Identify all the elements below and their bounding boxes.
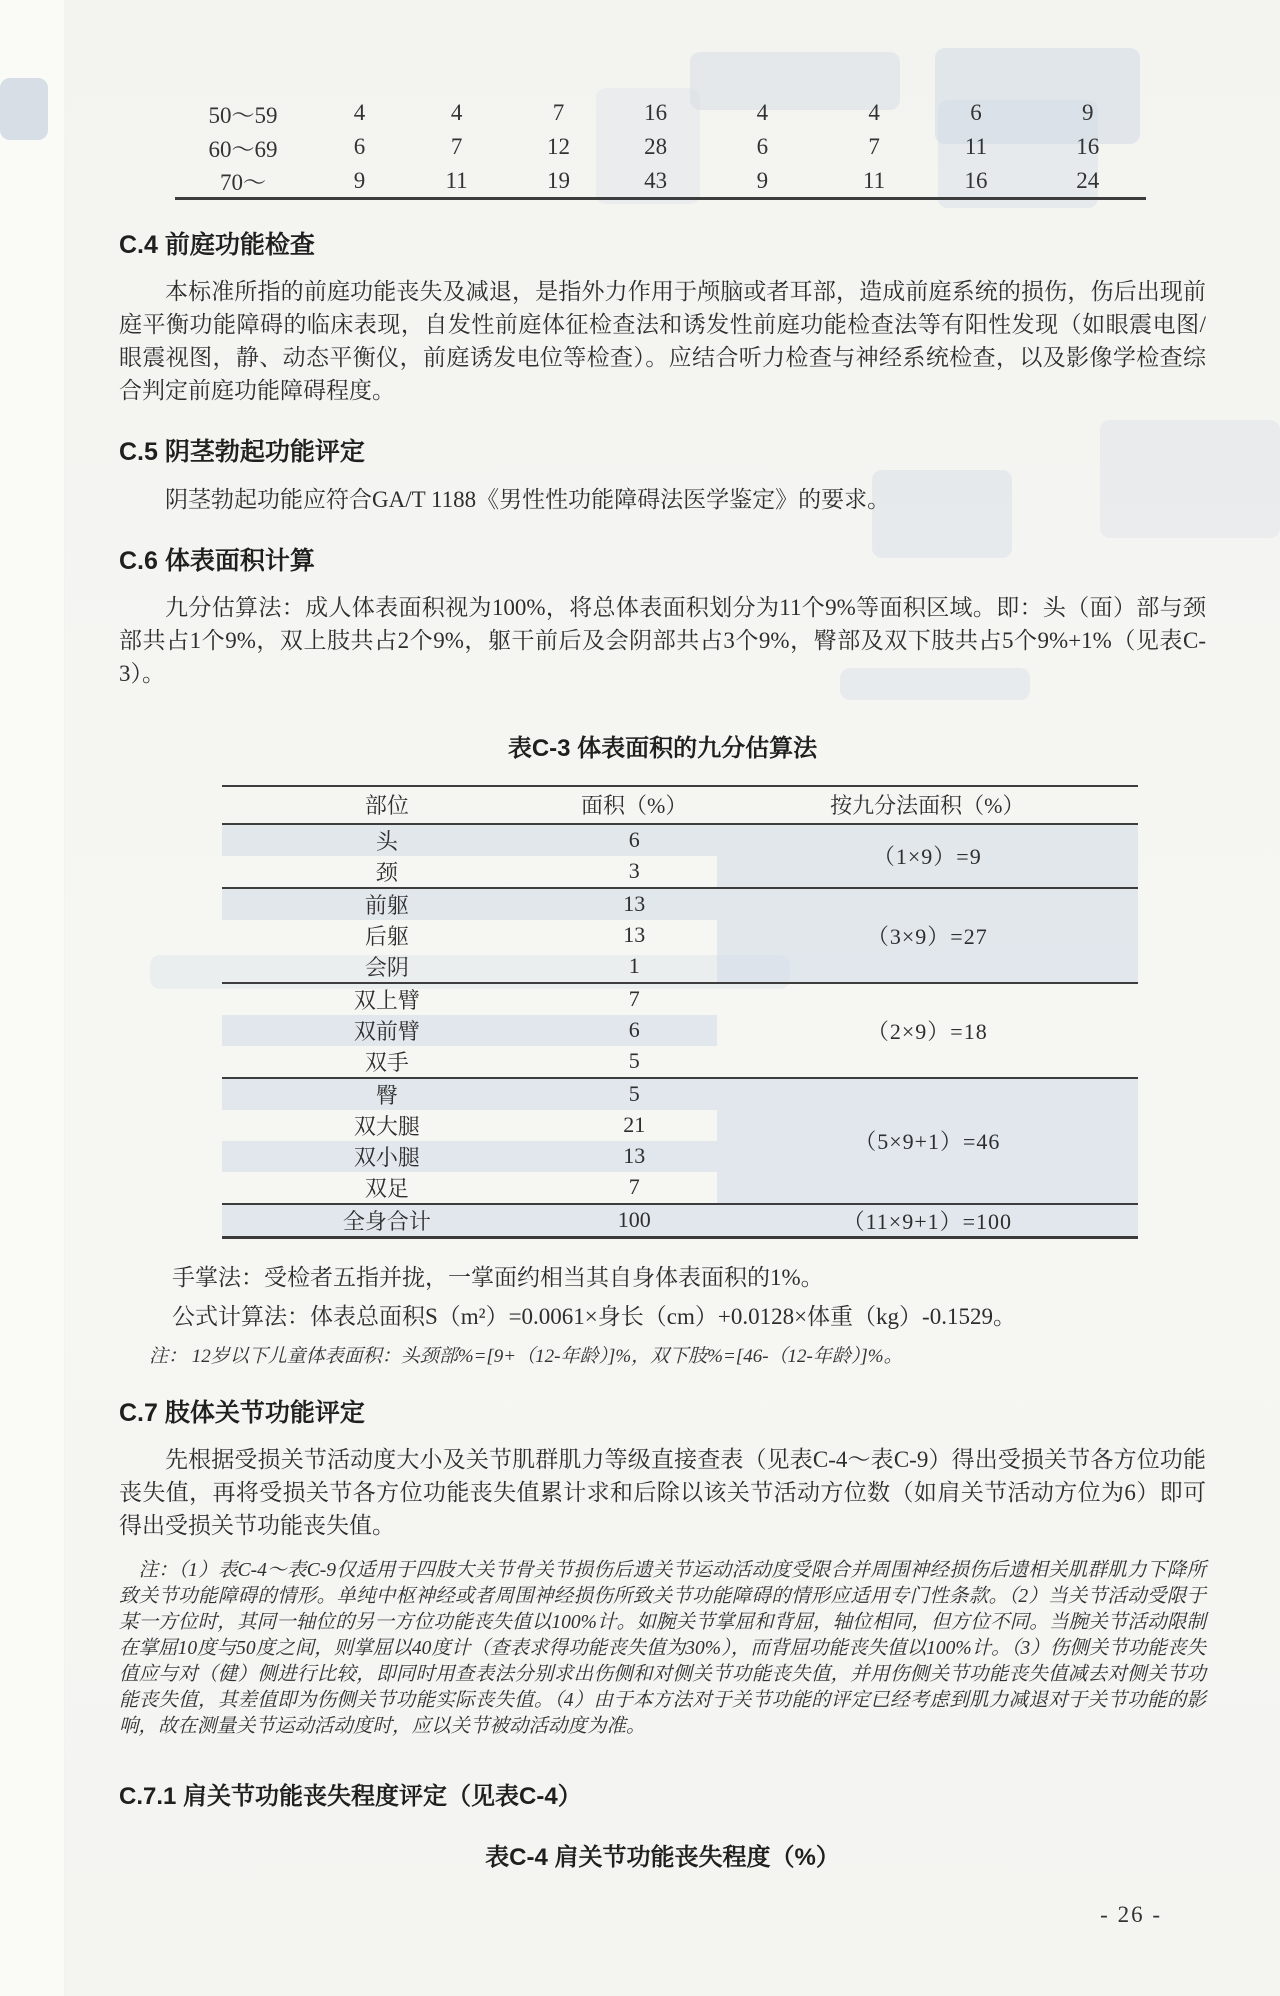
table-row: 双上臂 7 （2×9）=18 xyxy=(222,983,1138,1015)
table-row: 双大腿 21 xyxy=(353,1112,646,1139)
group-formula: （3×9）=27 xyxy=(717,888,1138,983)
group-formula: （1×9）=9 xyxy=(872,844,982,870)
col-header-rule-of-nines: 按九分法面积（%） xyxy=(717,786,1138,824)
table-row: 70～ 9 11 19 43 9 11 16 24 xyxy=(175,164,1146,199)
table-row: 双足 7 xyxy=(364,1174,640,1201)
table-row: 后躯 13 xyxy=(364,922,646,949)
section-c71-heading: C.7.1 肩关节功能丧失程度评定（见表C-4） xyxy=(119,1783,582,1810)
group-formula: （11×9+1）=100 xyxy=(717,1204,1138,1238)
table-row: 双前臂 6 xyxy=(222,1015,1138,1046)
col-header-part: 部位 xyxy=(222,786,552,824)
age-range: 60～69 xyxy=(208,136,278,162)
age-table-fragment xyxy=(175,96,1146,200)
section-c7-heading: C.7 肢体关节功能评定 xyxy=(119,1398,365,1427)
section-c7-notes: 注：（1）表C-4～表C-9仅适用于四肢大关节骨关节损伤后遗关节运动活动度受限合并周围神经损伤后遗相关肌群肌力下降所致关节功能障碍的情形。单纯中枢神经或者周围神经损伤所致关节功能障碍的情形应适用专门性条款。（2）当关节活动受限于某一方位时，其同一轴位的另一方位功能丧失值以100%计。如腕关节掌屈和背屈，轴位相同，但方位不同。当腕关节活动限制在掌屈10度与50度之间，则掌屈以40度计（查表求得功能丧失值为30%），而背屈功能丧失值以100%计。（3）伤侧关节功能丧失值应与对（健）侧进行比较，即同时用查表法分别求出伤侧和对侧关节功能丧失值，并用伤侧关节功能丧失值减去对侧关节功能丧失值，其差值即为伤侧关节功能实际丧失值。（4）由于本方法对于关节功能的评定已经考虑到肌力减退对于关节功能的影响，故在测量关节运动活动度时，应以关节被动活动度为准。 xyxy=(119,1560,1206,1737)
table-row: 头 6 （1×9）=9 xyxy=(222,824,1138,856)
table-row: 50～59 4 4 7 16 4 4 6 9 xyxy=(175,96,1146,130)
table-c4-title: 表C-4 肩关节功能丧失程度（%） xyxy=(485,1844,840,1871)
page-number: - 26 - xyxy=(1100,1902,1162,1927)
table-row: 双手 5 xyxy=(364,1048,640,1075)
table-row: 会阴 1 xyxy=(364,953,640,980)
section-c5-paragraph: 阴茎勃起功能应符合GA/T 1188《男性性功能障碍法医学鉴定》的要求。 xyxy=(165,486,891,512)
section-c6-heading: C.6 体表面积计算 xyxy=(119,546,315,575)
section-c5-heading: C.5 阴茎勃起功能评定 xyxy=(119,438,365,467)
table-row: 前躯 13 （3×9）=27 xyxy=(222,888,1138,920)
formula-method-line: 公式计算法：体表总面积S（m²）=0.0061×身长（cm）+0.0128×体重（kg）-0.1529。 xyxy=(172,1303,1016,1329)
table-c3-title: 表C-3 体表面积的九分估算法 xyxy=(507,734,818,762)
table-row-total: 全身合计 100 （11×9+1）=100 xyxy=(222,1204,1138,1238)
table-row: 臀 5 （5×9+1）=46 xyxy=(222,1078,1138,1110)
section-c7-paragraph: 先根据受损关节活动度大小及关节肌群肌力等级直接查表（见表C-4～表C-9）得出受损关节各方位功能丧失值，再将受损关节各方位功能丧失值累计求和后除以该关节活动方位数（如肩关节活动方位为6）即可得出受损关节功能丧失值。 xyxy=(119,1447,1206,1538)
table-header-row xyxy=(222,786,1138,824)
section-c6-paragraph: 九分估算法：成人体表面积视为100%，将总体表面积划分为11个9%等面积区域。即：头（面）部与颈部共占1个9%，双上肢共占2个9%，躯干前后及会阴部共占3个9%，臀部及双下肢共占5个9%+1%（见表C-3）。 xyxy=(119,594,1206,686)
age-range: 50～59 xyxy=(208,102,278,128)
table-row: 双小腿 13 xyxy=(222,1141,1138,1172)
palm-method-line: 手掌法：受检者五指并拢，一掌面约相当其自身体表面积的1%。 xyxy=(172,1264,824,1290)
group-formula: （2×9）=18 xyxy=(717,983,1138,1078)
age-range: 70～ xyxy=(219,170,266,195)
child-surface-note: 注： 12岁以下儿童体表面积：头颈部%=[9+（12-年龄）]%，双下肢%=[46-（12-年龄）]%。 xyxy=(149,1345,903,1367)
col-header-area: 面积（%） xyxy=(552,786,717,824)
section-c4-paragraph: 本标准所指的前庭功能丧失及减退，是指外力作用于颅脑或者耳部，造成前庭系统的损伤，伤后出现前庭平衡功能障碍的临床表现，自发性前庭体征检查法和诱发性前庭功能检查法等有阳性发现（如眼震电图/眼震视图，静、动态平衡仪，前庭诱发电位等检查）。应结合听力检查与神经系统检查，以及影像学检查综合判定前庭功能障碍程度。 xyxy=(119,279,1206,404)
section-c4-heading: C.4 前庭功能检查 xyxy=(119,231,315,259)
page-content xyxy=(0,96,1280,1928)
table-row: 60～69 6 7 12 28 6 7 11 16 xyxy=(175,130,1146,164)
table-c3 xyxy=(222,785,1138,1239)
table-row: 颈 3 xyxy=(375,858,640,885)
group-formula: （5×9+1）=46 xyxy=(717,1078,1138,1204)
